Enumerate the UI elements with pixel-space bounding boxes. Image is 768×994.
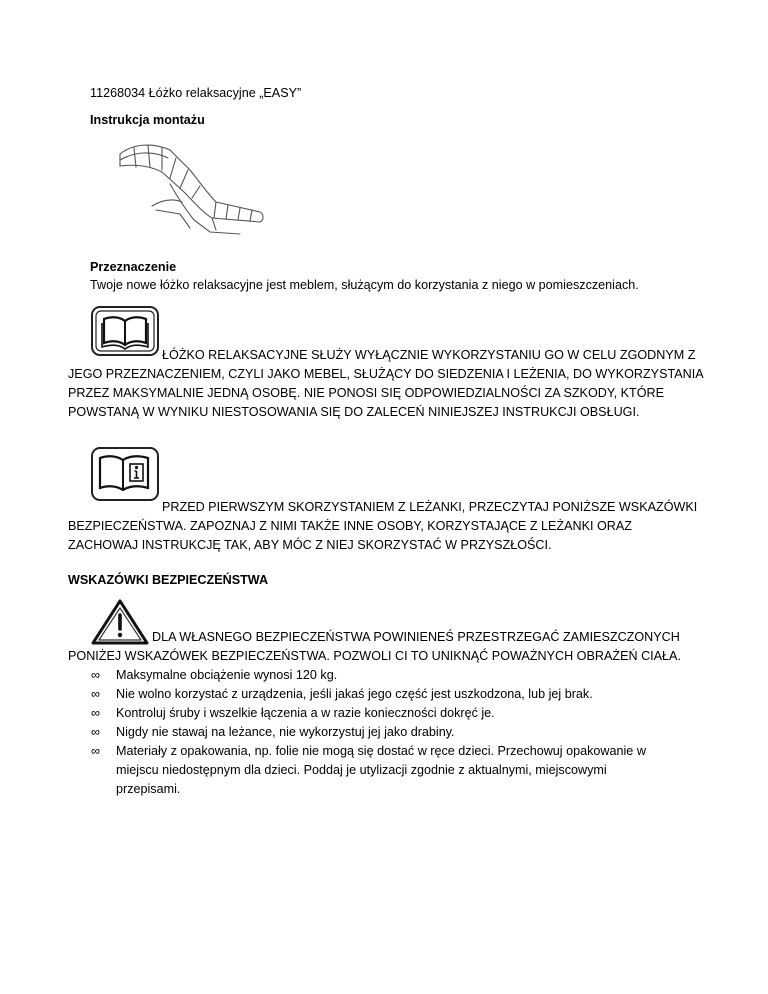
safety-intro-paragraph [68,628,690,666]
safety-intro-line-2: PONIŻEJ WSKAZÓWEK BEZPIECZEŃSTWA. POZWOLI CI TO UNIKNĄĆ POWAŻNYCH OBRAŻEŃ CIAŁA. [68,649,681,663]
bullet-icon: ∞ [91,725,100,739]
bullet-icon: ∞ [91,706,100,720]
intended-use-line-4: POWSTANĄ W WYNIKU NIESTOSOWANIA SIĘ DO ZALECEŃ NINIEJSZEJ INSTRUKCJI OBSŁUGI. [68,405,640,419]
read-first-line-1: PRZED PIERWSZYM SKORZYSTANIEM Z LEŻANKI, PRZECZYTAJ PONIŻSZE WSKAZÓWKI [162,500,698,514]
safety-list [68,666,668,799]
book-info-icon [90,446,160,502]
intended-use-paragraph [68,346,704,422]
read-first-paragraph [68,498,698,555]
section-heading-purpose: Przeznaczenie [90,260,177,274]
section-heading-safety: WSKAZÓWKI BEZPIECZEŃSTWA [68,573,269,587]
list-item [68,666,668,685]
list-item-text: Maksymalne obciążenie wynosi 120 kg. [116,668,338,682]
bullet-icon: ∞ [91,687,100,701]
section-title-assembly: Instrukcja montażu [90,113,205,127]
list-item [68,704,668,723]
bullet-icon: ∞ [91,668,100,682]
intended-use-line-3: PRZEZ MAKSYMALNIE JEDNĄ OSOBĘ. NIE PONOSI SIĘ ODPOWIEDZIALNOŚCI ZA SZKODY, KTÓRE [68,386,664,400]
list-item [68,742,668,799]
reclining-lounger-sketch [112,136,272,238]
list-item [68,723,668,742]
purpose-text: Twoje nowe łóżko relaksacyjne jest meblem, służącym do korzystania z niego w pomieszczeniach. [90,278,639,292]
intended-use-line-2: JEGO PRZEZNACZENIEM, CZYLI JAKO MEBEL, SŁUŻĄCY DO SIEDZENIA I LEŻENIA, DO WYKORZYSTANIA [68,367,704,381]
list-item [68,685,668,704]
intended-use-line-1: ŁÓŻKO RELAKSACYJNE SŁUŻY WYŁĄCZNIE WYKORZYSTANIU GO W CELU ZGODNYM Z [162,348,696,362]
list-item-text: Nigdy nie stawaj na leżance, nie wykorzystuj jej jako drabiny. [116,725,455,739]
list-item-text: Kontroluj śruby i wszelkie łączenia a w razie konieczności dokręć je. [116,706,495,720]
read-first-line-3: ZACHOWAJ INSTRUKCJĘ TAK, ABY MÓC Z NIEJ SKORZYSTAĆ W PRZYSZŁOŚCI. [68,538,552,552]
product-title: 11268034 Łóżko relaksacyjne „EASY” [90,86,302,100]
bullet-icon: ∞ [91,744,100,758]
list-item-text: Materiały z opakowania, np. folie nie mogą się dostać w ręce dzieci. Przechowuj opakowanie w miejscu niedostępnym dla dzieci. Poddaj je utylizacji zgodnie z aktualnymi, miejscowymi przepisami. [116,744,646,796]
list-item-text: Nie wolno korzystać z urządzenia, jeśli jakaś jego część jest uszkodzona, lub jej brak. [116,687,593,701]
safety-intro-line-1: DLA WŁASNEGO BEZPIECZEŃSTWA POWINIENEŚ PRZESTRZEGAĆ ZAMIESZCZONYCH [152,630,680,644]
read-first-line-2: BEZPIECZEŃSTWA. ZAPOZNAJ Z NIMI TAKŻE INNE OSOBY, KORZYSTAJĄCE Z LEŻANKI ORAZ [68,519,632,533]
